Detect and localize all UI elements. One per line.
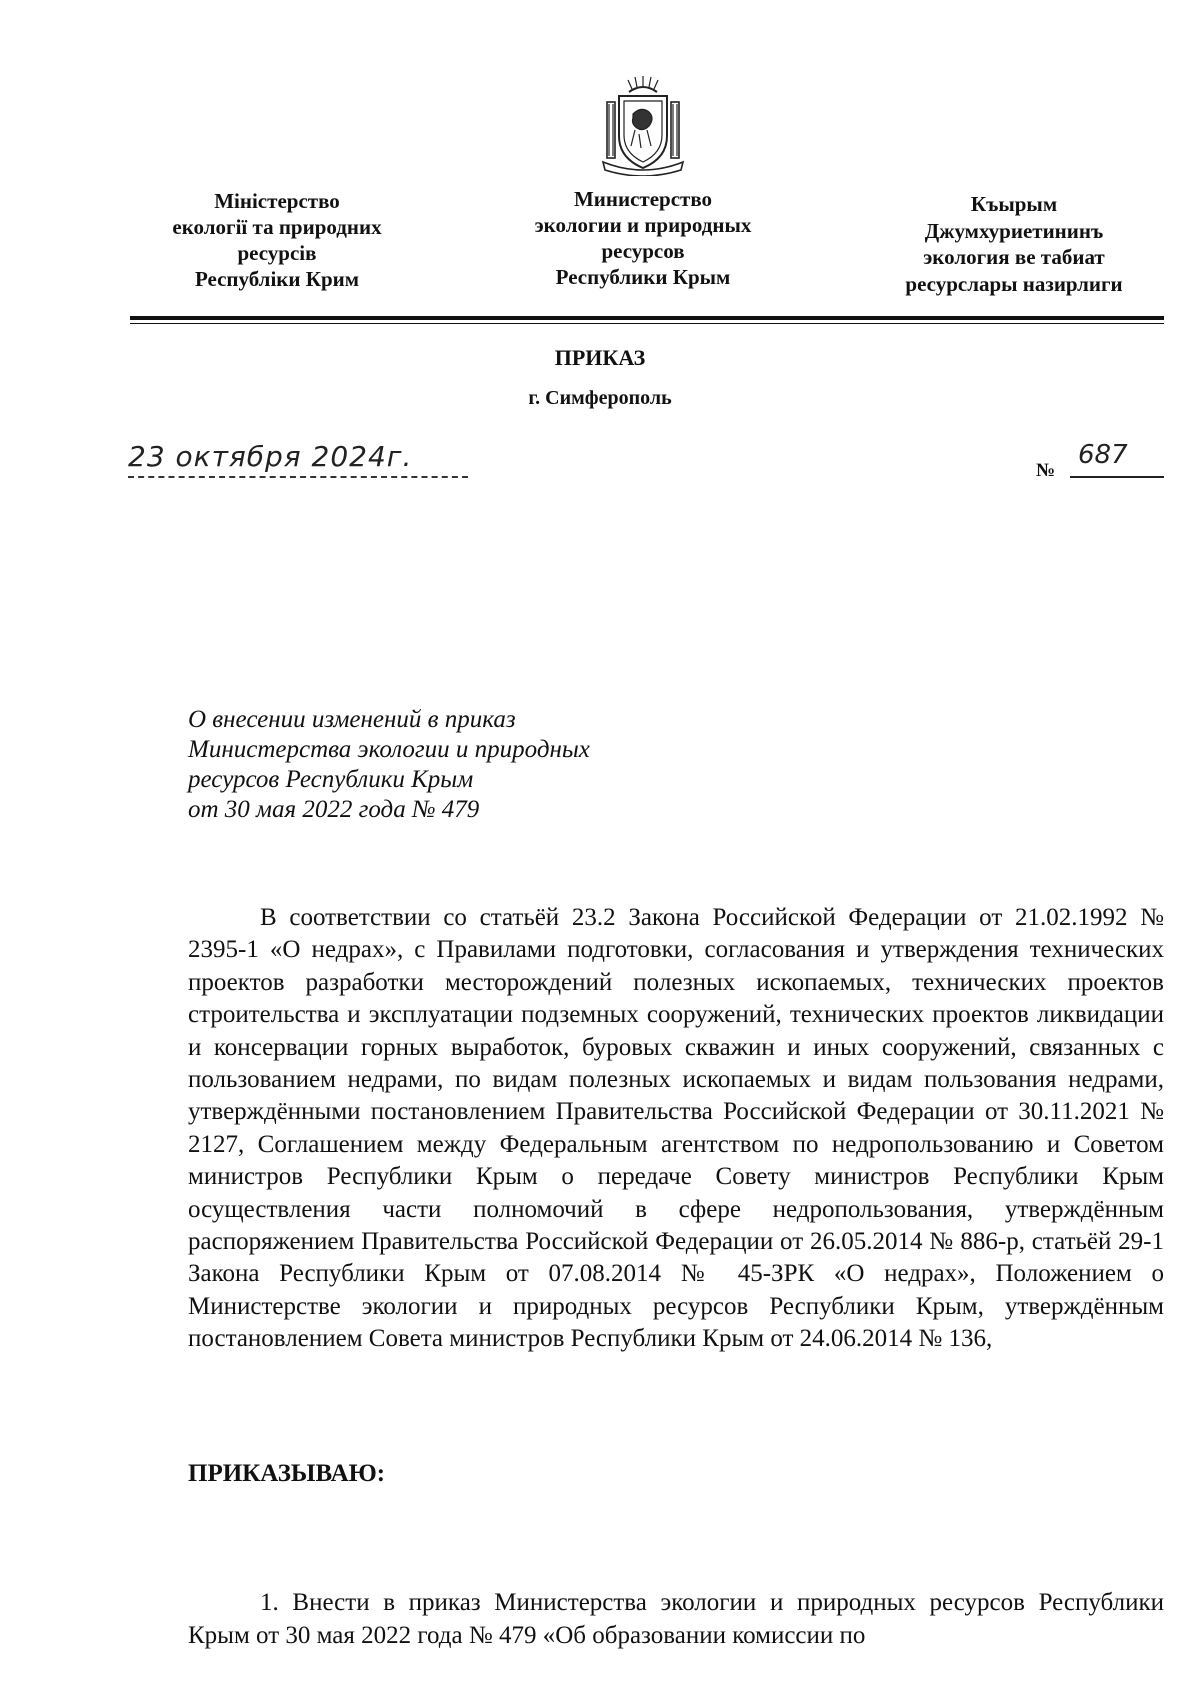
document-type: ПРИКАЗ: [554, 345, 646, 370]
header-divider-thick: [130, 316, 1164, 320]
order-heading: ПРИКАЗЫВАЮ:: [188, 1460, 386, 1487]
org-line: Міністерство: [214, 189, 340, 213]
org-line: Республики Крым: [555, 265, 731, 289]
order-item-1: 1. Внести в приказ Министерства экологии и природных ресурсов Республики Крым от 30 мая 2022 года № 479 «Об образовании комиссии по: [188, 1589, 1164, 1649]
org-line: ресурсов: [601, 239, 685, 263]
date-underline: [128, 476, 468, 478]
subject-line: ресурсов Республики Крым: [188, 766, 474, 793]
org-line: Республіки Крим: [194, 267, 360, 291]
subject-line: О внесении изменений в приказ: [188, 706, 516, 733]
org-line: Джумхуриетининъ: [924, 218, 1104, 243]
handwritten-number: 687: [1078, 440, 1128, 470]
org-line: екології та природних: [172, 215, 382, 239]
subject-line: от 30 мая 2022 года № 479: [188, 796, 480, 823]
handwritten-date: 23 октября 2024г.: [128, 440, 413, 473]
document-city: г. Симферополь: [528, 387, 672, 409]
crimea-coat-of-arms-icon: [595, 74, 691, 176]
org-name-russian: [473, 186, 813, 290]
org-line: ресурсів: [237, 241, 317, 265]
org-name-ukrainian: [118, 188, 436, 292]
org-line: ресурслары назирлиги: [905, 271, 1123, 296]
header-divider-thin: [130, 323, 1164, 324]
org-line: экологии и природных: [534, 213, 752, 237]
org-line: экология ве табиат: [923, 245, 1105, 269]
org-name-crimean-tatar: [864, 191, 1164, 297]
preamble-paragraph: В соответствии со статьёй 23.2 Закона Российской Федерации от 21.02.1992 № 2395-1 «О недрах», с Правилами подготовки, согласования и утверждения технических проектов разработки месторождений полезных ископаемых, технических проектов строительства и эксплуатации подземных сооружений, технических проектов ликвидации и консервации горных выработок, буровых скважин и иных сооружений, связанных с пользованием недрами, по видам полезных ископаемых и видам пользования недрами, утверждёнными постановлением Правительства Российской Федерации от 30.11.2021 № 2127, Соглашением между Федеральным агентством по недропользованию и Советом министров Республики Крым о передаче Совету министров Республики Крым осуществления части полномочий в сфере недропользования, утверждённым распоряжением Правительства Российской Федерации от 26.05.2014 № 886-р, статьёй 29-1 Закона Республики Крым от 07.08.2014 № 45-ЗРК «О недрах», Положением о Министерстве экологии и природных ресурсов Республики Крым, утверждённым постановлением Совета министров Республики Крым от 24.06.2014 № 136,: [188, 904, 1164, 1353]
org-line: Министерство: [573, 187, 713, 211]
number-underline: [1070, 476, 1164, 478]
document-subject: [188, 705, 590, 825]
subject-line: Министерства экологии и природных: [188, 736, 590, 763]
org-line: Къырым: [970, 192, 1058, 216]
number-sign: №: [1036, 460, 1056, 481]
